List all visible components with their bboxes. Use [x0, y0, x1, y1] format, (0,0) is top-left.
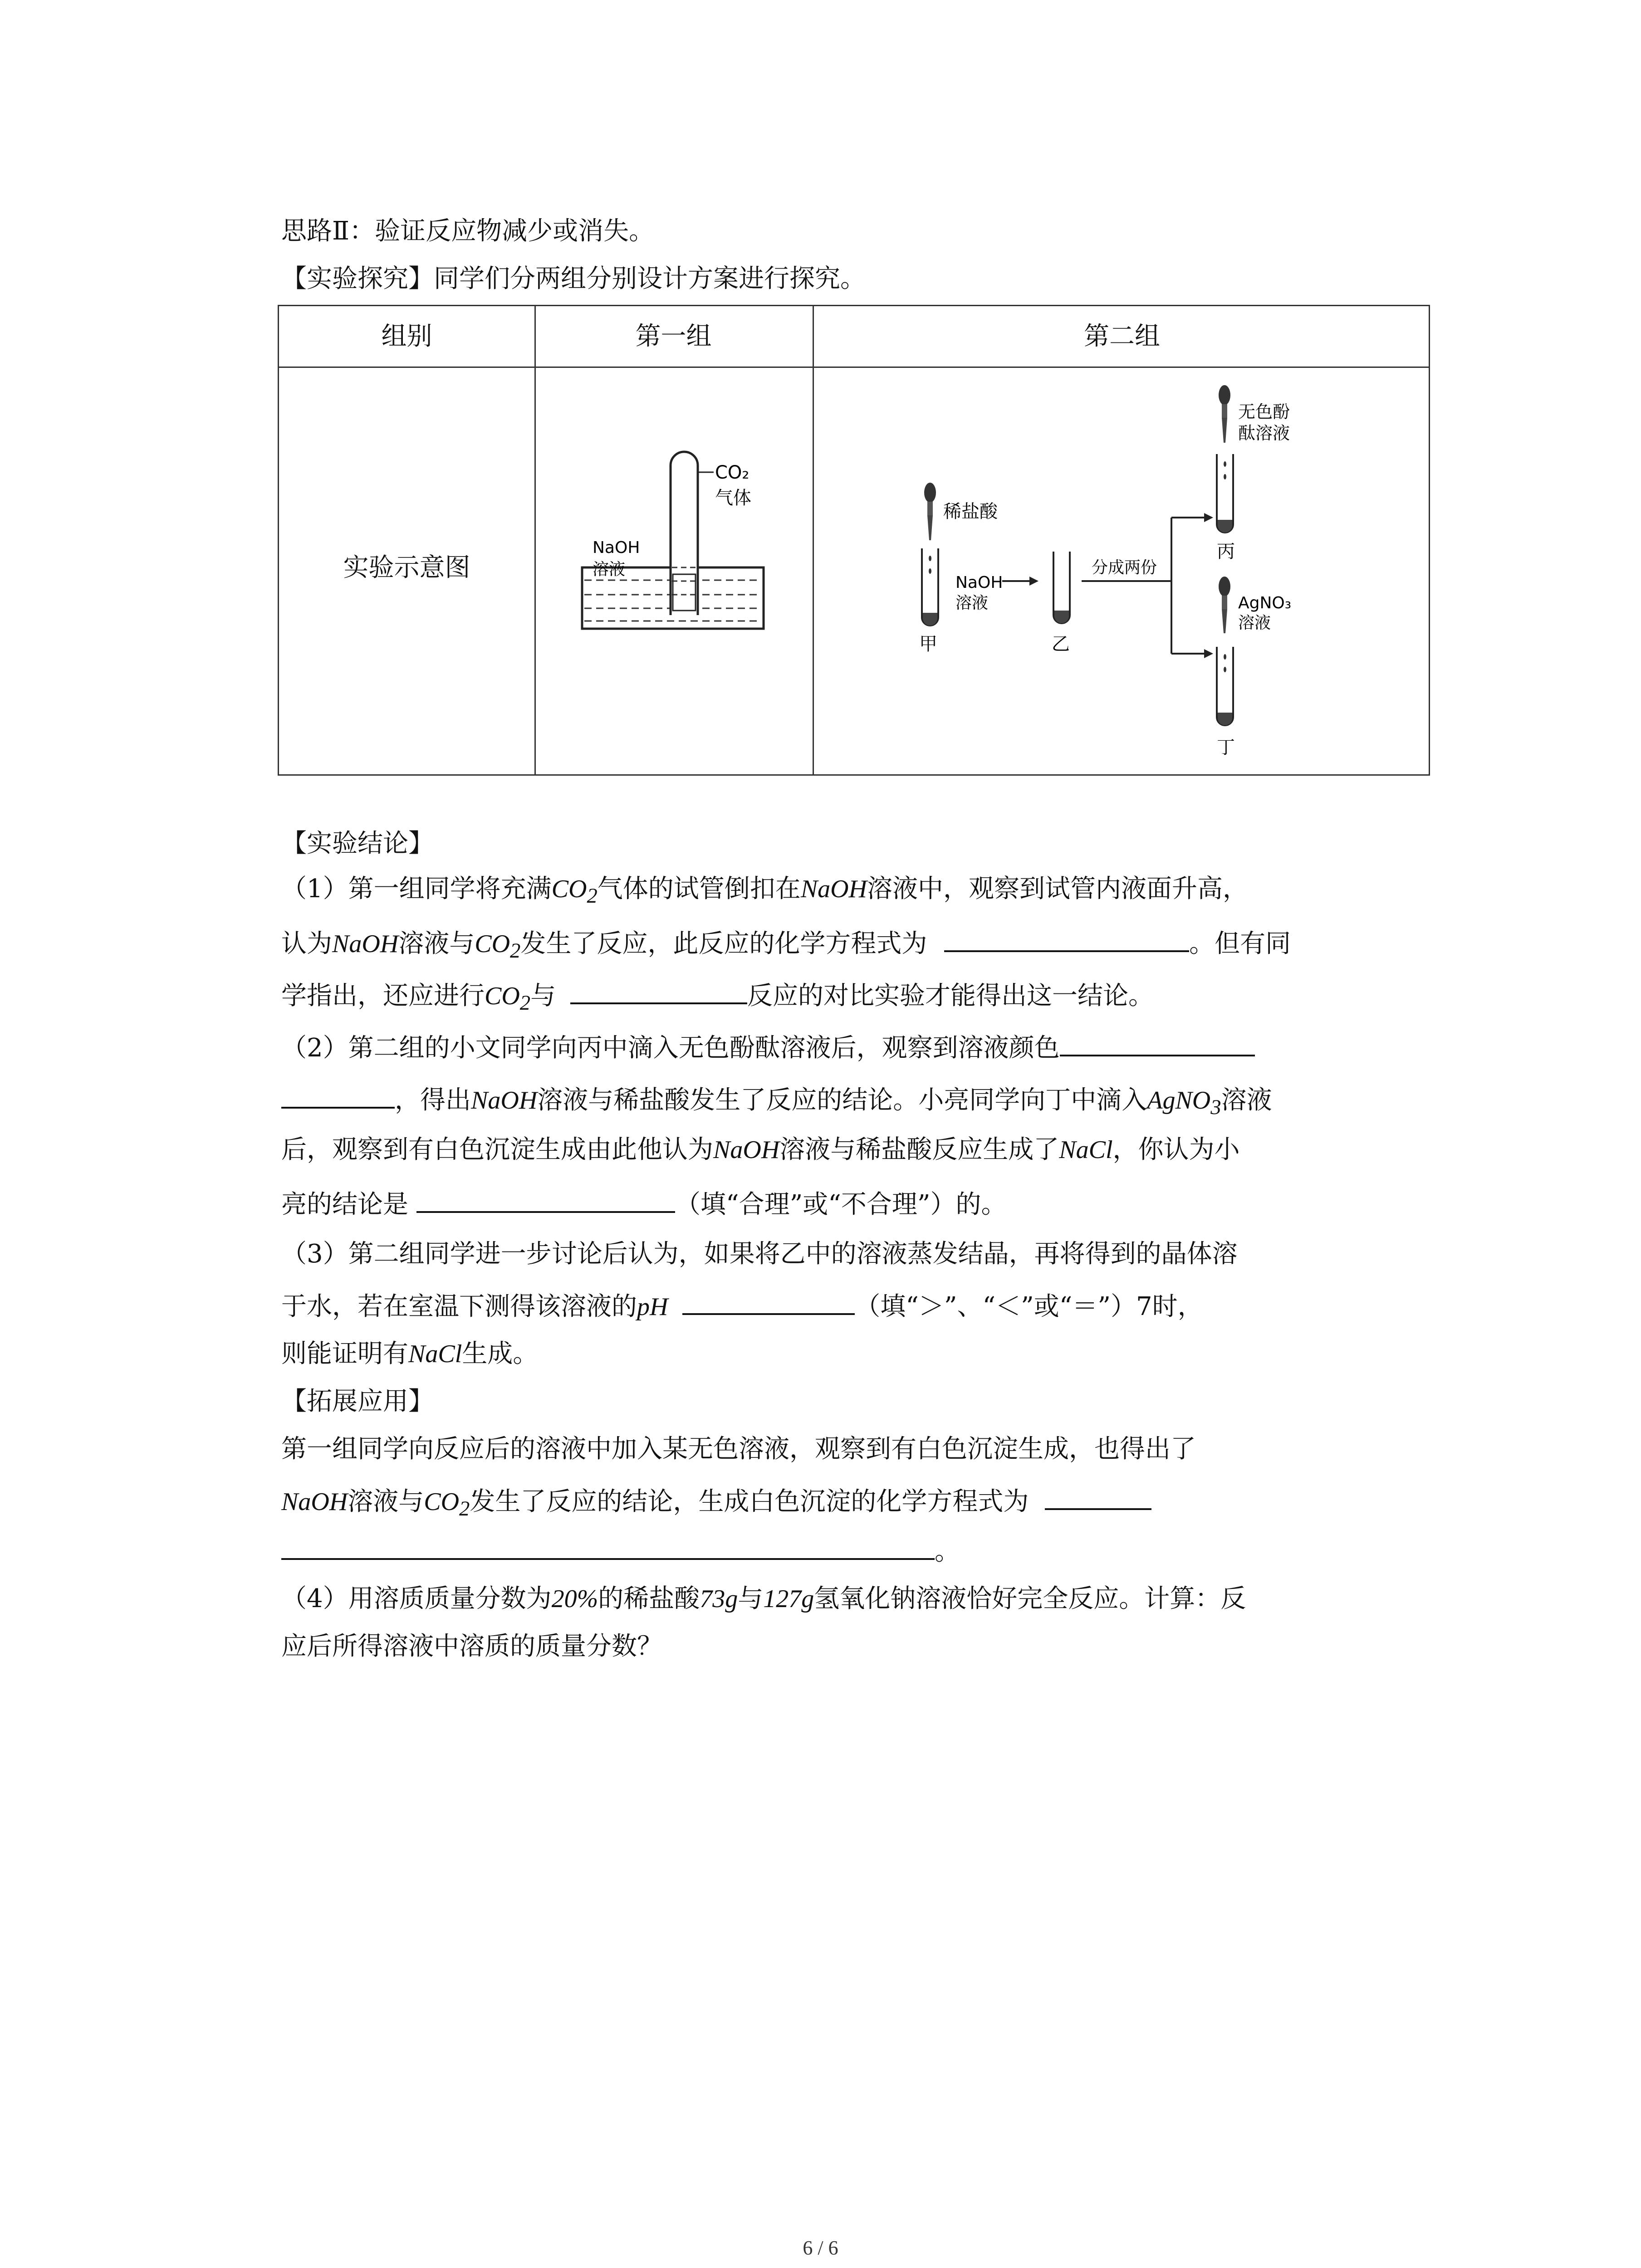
- label-bing: 丙: [1217, 541, 1235, 562]
- header-group-2: 第二组: [1084, 322, 1160, 351]
- q2-line-3: 后，观察到有白色沉淀生成由此他认为NaOH溶液与稀盐酸反应生成了NaCl，你认为小: [281, 1135, 1240, 1164]
- page-number: 6 / 6: [803, 2237, 838, 2259]
- row-label-diagram: 实验示意图: [343, 553, 470, 582]
- q3-line-1: （3）第二组同学进一步讨论后认为，如果将乙中的溶液蒸发结晶，再将得到的晶体溶: [281, 1239, 1238, 1269]
- label-jia: 甲: [919, 634, 937, 655]
- naoh-solution-label: 溶液: [593, 560, 626, 579]
- thinking-2-line: 思路Ⅱ：验证反应物减少或消失。: [281, 216, 655, 246]
- extension-equation-blank-a[interactable]: [1045, 1481, 1151, 1510]
- q2-color-blank-a[interactable]: [1060, 1027, 1255, 1056]
- arrow-to-bing: [1204, 513, 1213, 522]
- label-ding: 丁: [1217, 737, 1235, 758]
- inverted-test-tube: [671, 452, 698, 615]
- explore-line: 【实验探究】同学们分两组分别设计方案进行探究。: [281, 264, 866, 293]
- co2-label: CO₂: [715, 462, 749, 483]
- agno3-label: AgNO₃: [1238, 594, 1292, 612]
- extension-equation-blank-b[interactable]: [281, 1531, 935, 1560]
- naoh-label: NaOH: [593, 538, 640, 557]
- arrow-to-ding: [1204, 649, 1213, 658]
- split-label: 分成两份: [1092, 558, 1157, 577]
- q4-line-2: 应后所得溶液中溶质的质量分数？: [281, 1632, 662, 1661]
- figure-group-1: [534, 368, 813, 776]
- phenol-label-2: 酞溶液: [1238, 423, 1290, 443]
- q3-line-3: 则能证明有NaCl生成。: [281, 1339, 539, 1369]
- q1-line-3: 学指出，还应进行$CO_2$与 反应的对比实验才能得出这一结论。: [281, 975, 1154, 1021]
- q1-line-1: （1）第一组同学将充满$CO_2$气体的试管倒扣在NaOH溶液中，观察到试管内液面升高，: [281, 874, 1248, 908]
- conclusion-heading: 【实验结论】: [281, 829, 434, 858]
- phenol-label-1: 无色酚: [1238, 402, 1290, 422]
- extension-line-1: 第一组同学向反应后的溶液中加入某无色溶液，观察到有白色沉淀生成，也得出了: [281, 1434, 1196, 1464]
- q2-judgement-blank[interactable]: [416, 1184, 675, 1213]
- label-yi: 乙: [1052, 634, 1070, 655]
- experiment-table: [278, 305, 1430, 776]
- q1-compare-blank[interactable]: [570, 975, 747, 1004]
- naoh-label-2: NaOH: [955, 573, 1003, 592]
- naoh-solution-label-2: 溶液: [955, 594, 989, 612]
- q2-color-blank-b[interactable]: [281, 1080, 395, 1109]
- figure-group-2: [814, 368, 1430, 776]
- q4-line-1: （4）用溶质质量分数为20%的稀盐酸73g与127g氢氧化钠溶液恰好完全反应。计算：反: [281, 1584, 1246, 1613]
- hcl-label: 稀盐酸: [943, 501, 998, 522]
- gas-label: 气体: [715, 488, 751, 508]
- header-group-1: 第一组: [635, 322, 712, 351]
- q1-line-2: 认为NaOH溶液与$CO_2$发生了反应，此反应的化学方程式为 。但有同: [281, 923, 1291, 969]
- extension-line-2: NaOH溶液与$CO_2$发生了反应的结论，生成白色沉淀的化学方程式为: [281, 1481, 1151, 1527]
- q3-ph-blank[interactable]: [682, 1286, 855, 1315]
- header-group: 组别: [381, 322, 432, 351]
- q1-equation-blank[interactable]: [944, 923, 1189, 952]
- arrow-jia-yi: [1029, 577, 1038, 586]
- q2-line-1: （2）第二组的小文同学向丙中滴入无色酚酞溶液后，观察到溶液颜色: [281, 1027, 1255, 1066]
- dropper-hcl: [924, 483, 936, 540]
- extension-line-3: 。: [281, 1531, 960, 1570]
- q2-line-4: 亮的结论是 （填“合理”或“不合理”）的。: [281, 1184, 1007, 1223]
- extension-heading: 【拓展应用】: [281, 1387, 434, 1416]
- q3-line-2: 于水，若在室温下测得该溶液的pH （填“＞”、“＜”或“＝”）7时，: [281, 1286, 1203, 1325]
- dropper-phenolphthalein: [1219, 385, 1230, 443]
- q2-line-2: ，得出NaOH溶液与稀盐酸发生了反应的结论。小亮同学向丁中滴入AgNO$_3$溶液: [281, 1080, 1272, 1125]
- agno3-solution-label: 溶液: [1238, 614, 1271, 632]
- dropper-agno3: [1219, 577, 1230, 633]
